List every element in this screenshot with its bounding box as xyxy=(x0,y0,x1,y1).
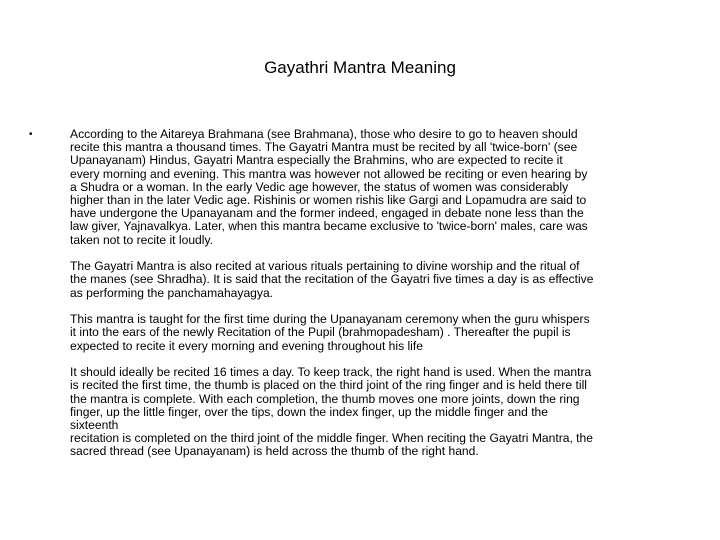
paragraph-rituals xyxy=(70,260,682,300)
text-line: recite this mantra a thousand times. The Gayatri Mantra must be recited by all 'twice-born' (see xyxy=(70,140,578,155)
text-line: it into the ears of the newly Recitation of the Pupil (brahmopadesham) . Thereafter the pupil is xyxy=(70,325,571,340)
text-line: It should ideally be recited 16 times a day. To keep track, the right hand is used. When the mantra xyxy=(70,365,592,380)
text-line: is recited the first time, the thumb is placed on the third joint of the ring finger and is held there till xyxy=(70,378,587,393)
text-line: expected to recite it every morning and evening throughout his life xyxy=(70,338,423,353)
text-line: The Gayatri Mantra is also recited at various rituals pertaining to divine worship and the ritual of xyxy=(70,259,580,274)
text-line: recitation is completed on the third joint of the middle finger. When reciting the Gayatri Mantra, the xyxy=(70,431,593,446)
text-line: a Shudra or a woman. In the early Vedic age however, the status of women was considerably xyxy=(70,179,569,194)
text-line: law giver, Yajnavalkya. Later, when this mantra became exclusive to 'twice-born' males, care was xyxy=(70,219,588,234)
text-line: finger, up the little finger, over the tips, down the index finger, up the middle finger and the xyxy=(70,404,549,419)
slide-title: Gayathri Mantra Meaning xyxy=(264,58,456,77)
text-line: sacred thread (see Upanayanam) is held across the thumb of the right hand. xyxy=(70,444,479,459)
text-line: According to the Aitareya Brahmana (see Brahmana), those who desire to go to heaven should xyxy=(70,127,578,141)
paragraph-recitation-count xyxy=(70,366,682,458)
text-line: the mantra is complete. With each completion, the thumb moves one more joints, down the ring xyxy=(70,391,580,406)
body-text xyxy=(70,128,682,472)
text-line: higher than in the later Vedic age. Rishinis or women rishis like Gargi and Lopamudra are said to xyxy=(70,193,587,208)
text-line: taken not to recite it loudly. xyxy=(70,232,213,247)
text-line: have undergone the Upanayanam and the former indeed, engaged in debate none less than the xyxy=(70,206,584,221)
text-line: the manes (see Shradha). It is said that the recitation of the Gayatri five times a day is as effective xyxy=(70,272,594,287)
paragraph-upanayanam xyxy=(70,313,682,353)
text-line: every morning and evening. This mantra was however not allowed be reciting or even hearing by xyxy=(70,166,588,181)
bullet-marker: • xyxy=(29,129,33,140)
text-line: sixteenth xyxy=(70,418,119,433)
text-line: Upanayanam) Hindus, Gayatri Mantra especially the Brahmins, who are expected to recite it xyxy=(70,153,563,168)
text-line: This mantra is taught for the first time during the Upanayanam ceremony when the guru whispers xyxy=(70,312,590,327)
text-line: as performing the panchamahayagya. xyxy=(70,285,274,300)
paragraph-aitareya xyxy=(70,128,682,247)
